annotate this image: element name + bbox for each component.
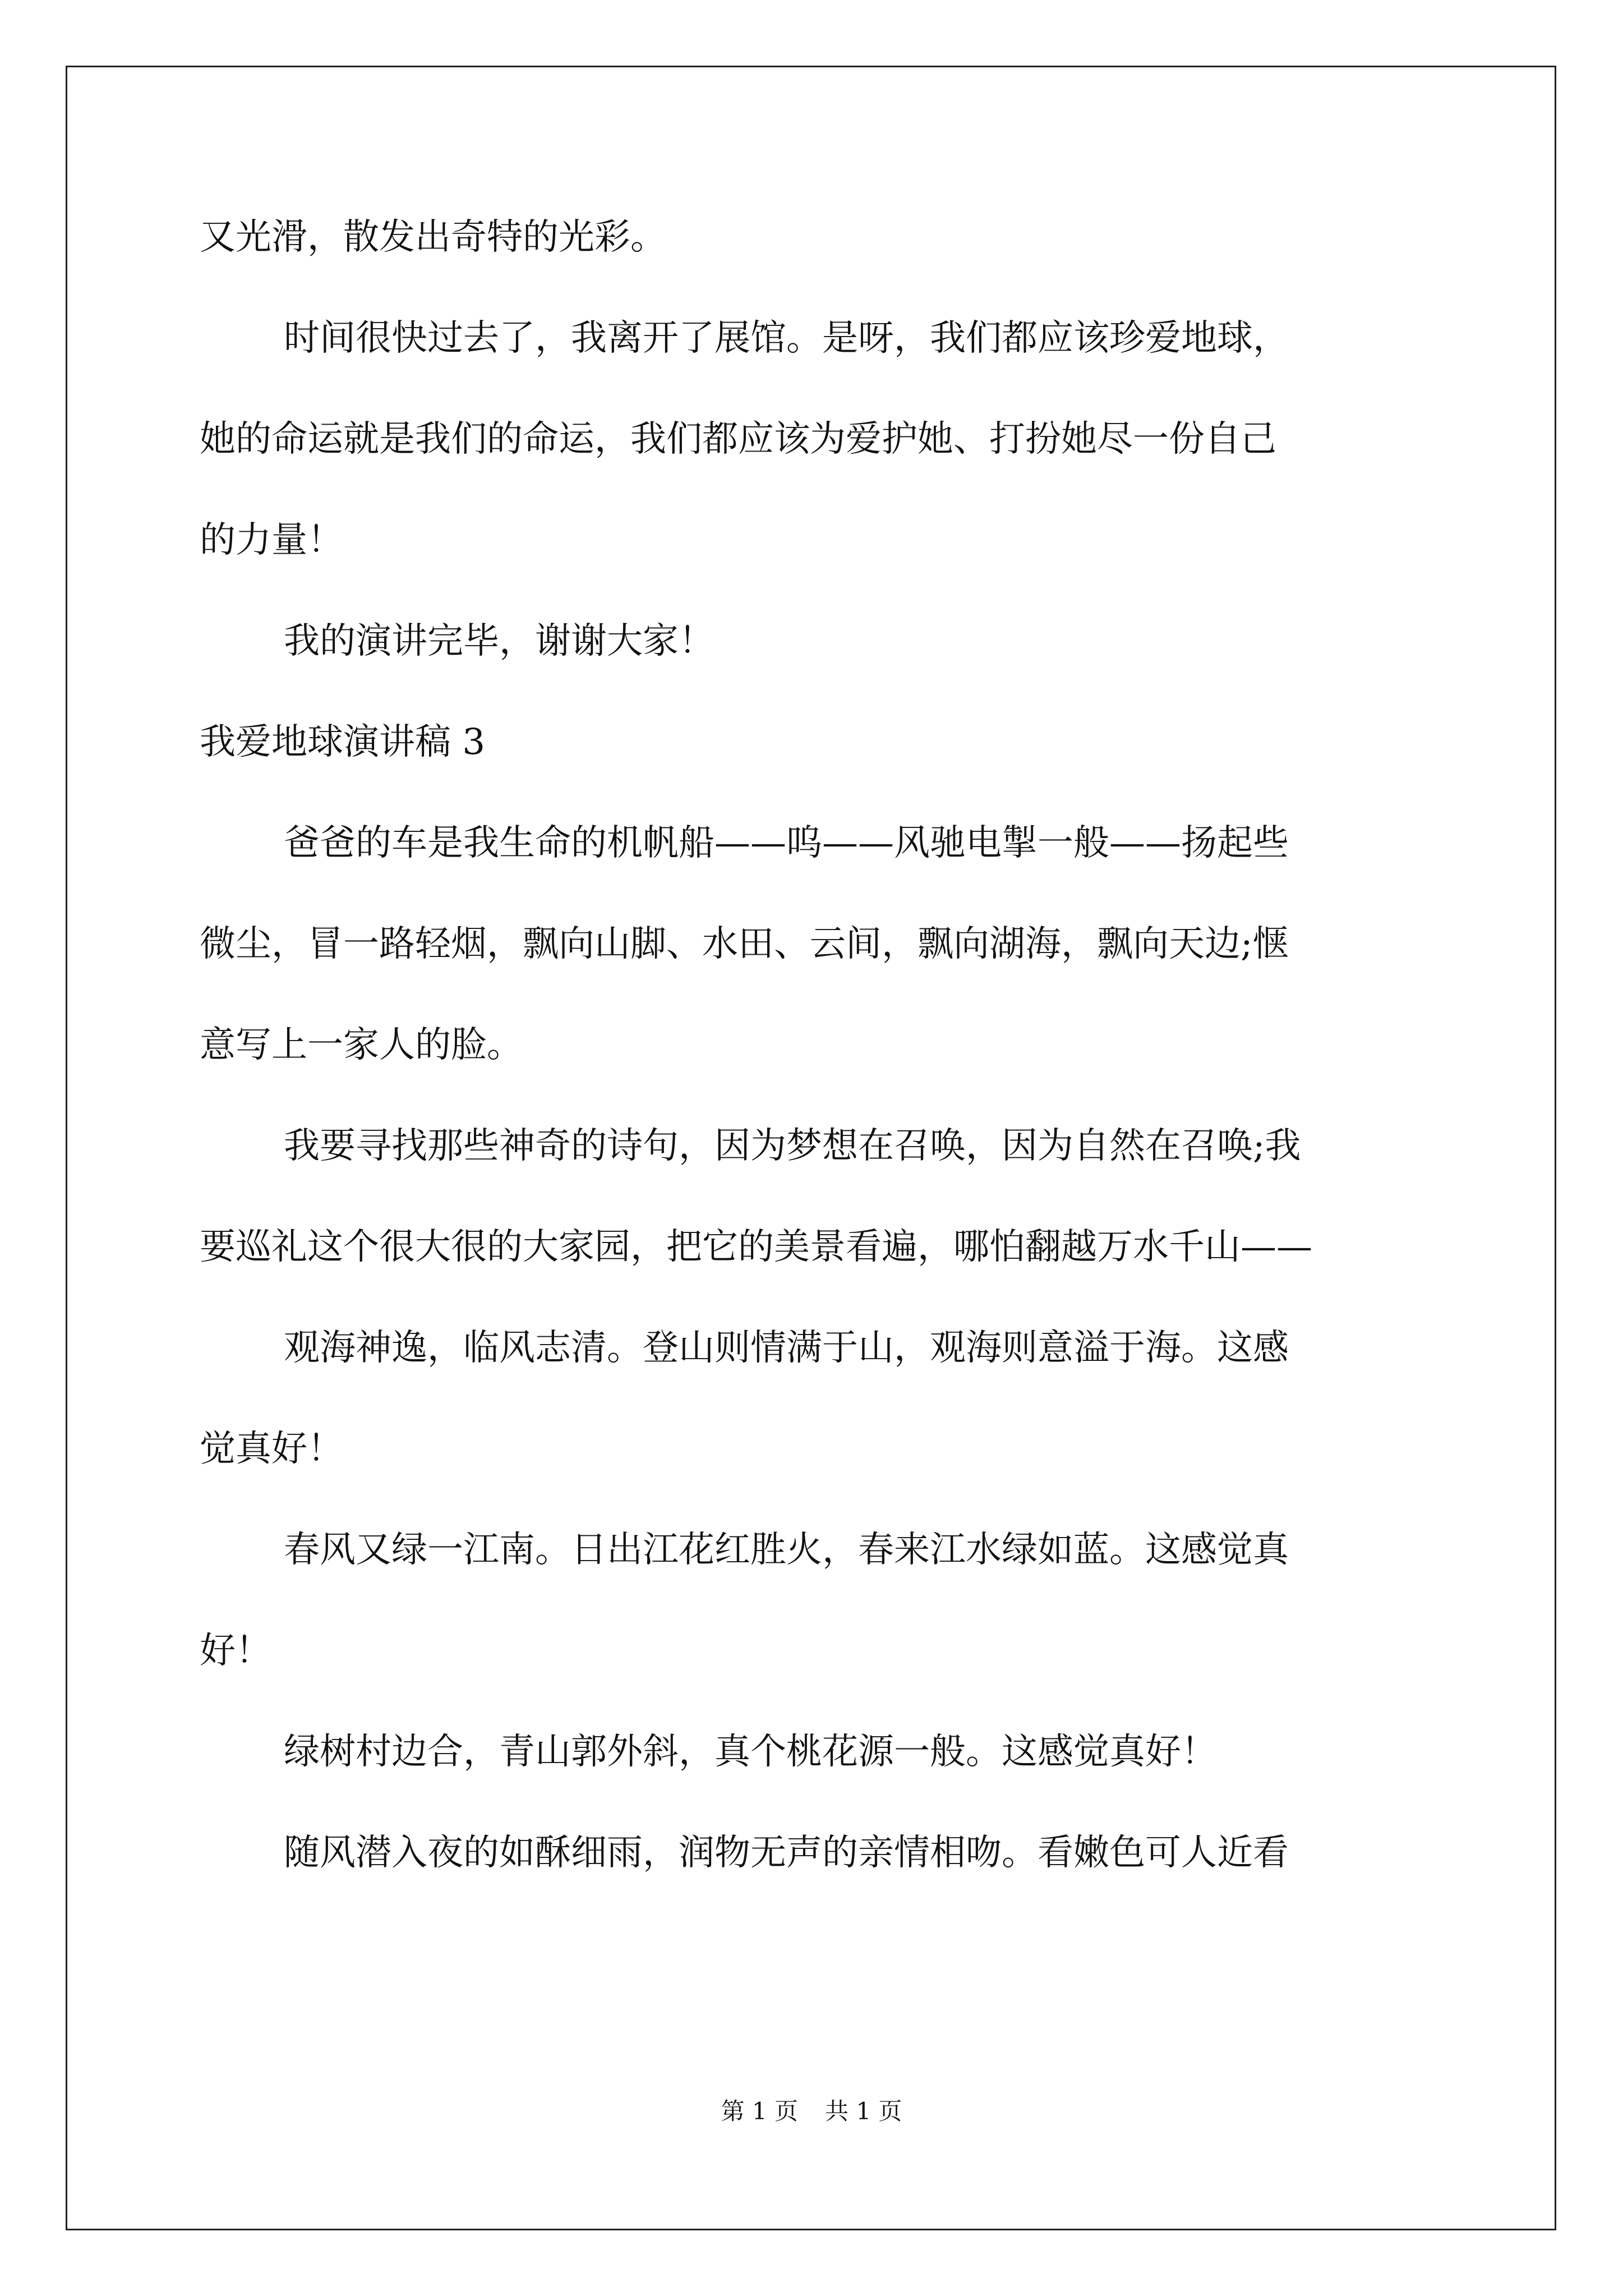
- paragraph-line: 随风潜入夜的如酥细雨，润物无声的亲情相吻。看嫩色可人近看: [284, 1832, 1289, 1874]
- paragraph-line: 我要寻找那些神奇的诗句，因为梦想在召唤，因为自然在召唤;我: [284, 1125, 1301, 1167]
- paragraph-line: 爸爸的车是我生命的机帆船——呜——风驰电掣一般——扬起些: [284, 822, 1289, 864]
- text-line: 要巡礼这个很大很的大家园，把它的美景看遍，哪怕翻越万水千山——: [200, 1226, 1312, 1268]
- section-heading: 我爱地球演讲稿 3: [200, 721, 486, 763]
- text-line: 意写上一家人的脸。: [200, 1024, 523, 1066]
- paragraph-line: 时间很快过去了，我离开了展馆。是呀，我们都应该珍爱地球，: [284, 318, 1289, 359]
- text-line: 好！: [200, 1630, 271, 1672]
- page-footer: [0, 2095, 1623, 2128]
- paragraph-line: 我的演讲完毕，谢谢大家！: [284, 620, 714, 662]
- text-line: 微尘，冒一路轻烟，飘向山脚、水田、云间，飘向湖海，飘向天边;惬: [200, 923, 1289, 965]
- paragraph-line: 观海神逸，临风志清。登山则情满于山，观海则意溢于海。这感: [284, 1327, 1289, 1369]
- page-number-current: 第 1 页: [721, 2097, 798, 2125]
- page-number-total: 共 1 页: [825, 2097, 902, 2125]
- paragraph-line: 春风又绿一江南。日出江花红胜火，春来江水绿如蓝。这感觉真: [284, 1529, 1289, 1571]
- text-line: 的力量！: [200, 519, 343, 561]
- text-line: 又光滑，散发出奇特的光彩。: [200, 217, 666, 258]
- text-line: 她的命运就是我们的命运，我们都应该为爱护她、打扮她尽一份自己: [200, 418, 1276, 460]
- document-body: [200, 212, 1428, 1929]
- text-line: 觉真好！: [200, 1428, 343, 1470]
- paragraph-line: 绿树村边合，青山郭外斜，真个桃花源一般。这感觉真好！: [284, 1731, 1217, 1773]
